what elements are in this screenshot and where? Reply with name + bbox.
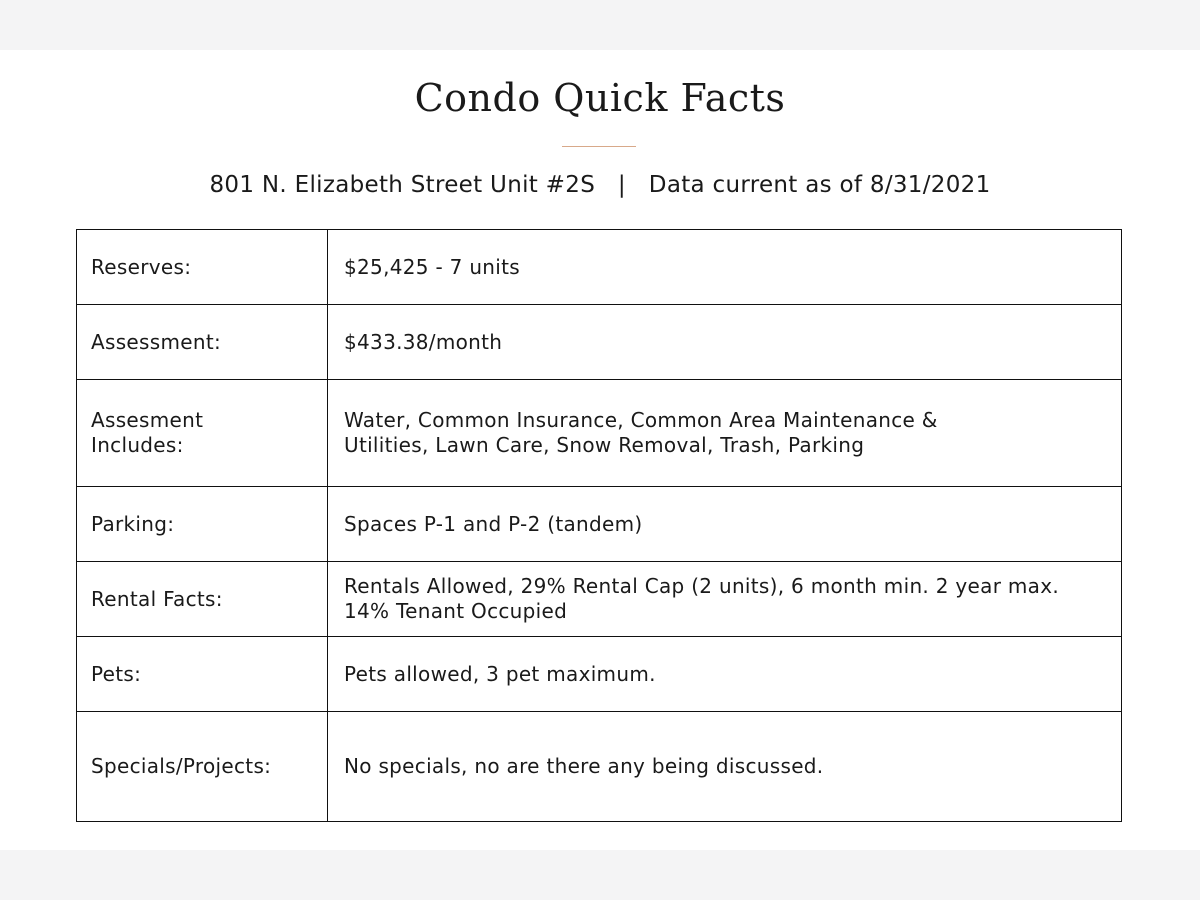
table-row [77,712,1122,822]
row-label: Pets: [77,637,328,712]
page-title: Condo Quick Facts [414,76,786,120]
row-value: No specials, no are there any being discussed. [328,712,1122,822]
title-divider [562,146,636,147]
row-label: Assessment: [77,305,328,380]
table-row [77,380,1122,487]
row-value: Pets allowed, 3 pet maximum. [328,637,1122,712]
table-row [77,230,1122,305]
property-subtitle: 801 N. Elizabeth Street Unit #2S | Data current as of 8/31/2021 [209,172,991,198]
table-row [77,562,1122,637]
table-row [77,487,1122,562]
row-label: Specials/Projects: [77,712,328,822]
row-value: Water, Common Insurance, Common Area Maintenance & Utilities, Lawn Care, Snow Removal, Trash, Parking [328,380,1122,487]
row-label: Parking: [77,487,328,562]
row-value: $25,425 - 7 units [328,230,1122,305]
row-label: Reserves: [77,230,328,305]
facts-table [76,229,1122,822]
row-value: Rentals Allowed, 29% Rental Cap (2 units), 6 month min. 2 year max. 14% Tenant Occupied [328,562,1122,637]
table-row [77,637,1122,712]
row-value: Spaces P-1 and P-2 (tandem) [328,487,1122,562]
table-row [77,305,1122,380]
row-label: Rental Facts: [77,562,328,637]
row-label: Assesment Includes: [77,380,328,487]
fact-sheet [0,50,1200,850]
row-value: $433.38/month [328,305,1122,380]
